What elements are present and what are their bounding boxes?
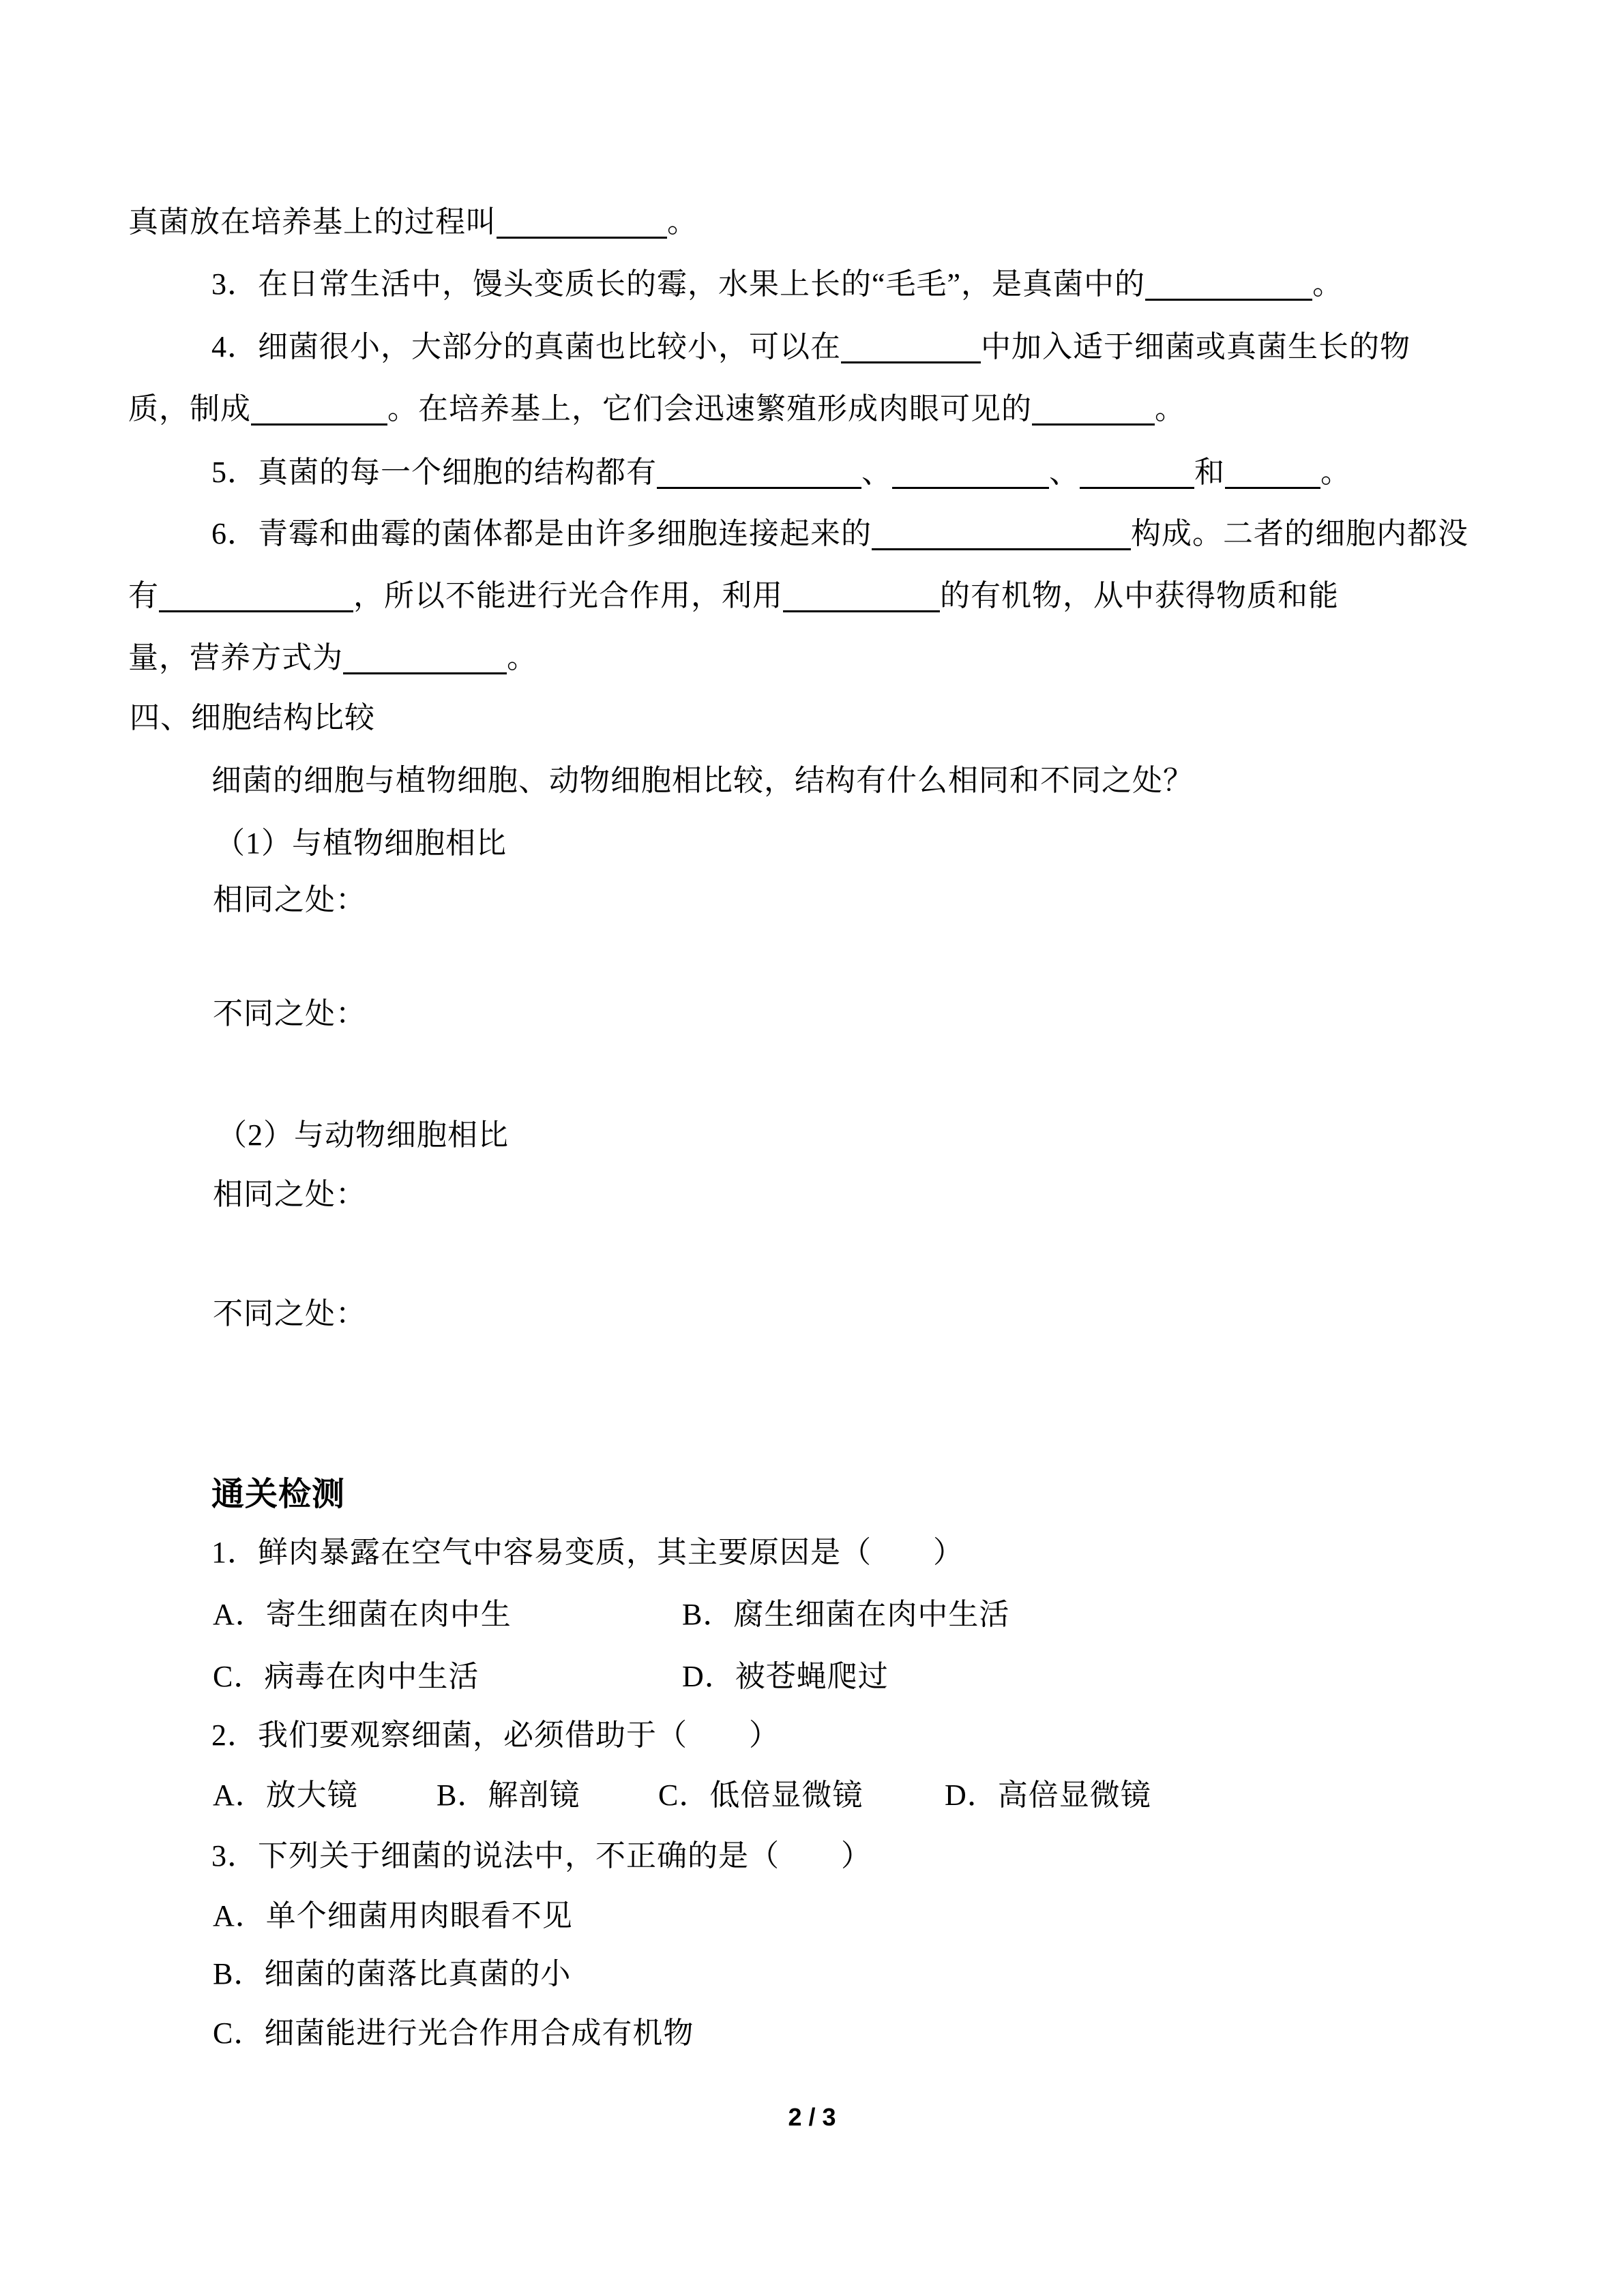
text-segment: A．放大镜	[213, 1778, 358, 1812]
q2-continuation-line	[128, 192, 698, 253]
sub-2-animal-cells	[217, 1105, 509, 1166]
test-q3-option-a	[213, 1885, 573, 1947]
text-segment: 相同之处：	[213, 883, 366, 916]
text-segment: 5．真菌的每一个细胞的结构都有	[211, 456, 657, 489]
q6-line-1	[211, 503, 1468, 565]
text-segment: A．寄生细菌在肉中生	[213, 1598, 512, 1631]
fill-in-blank	[1145, 265, 1312, 301]
text-segment: A．单个细菌用肉眼看不见	[213, 1899, 573, 1933]
text-segment: D．高倍显微镜	[945, 1778, 1151, 1812]
text-segment: 2．我们要观察细菌，必须借助于（ ）	[211, 1718, 780, 1752]
text-segment: 真菌放在培养基上的过程叫	[128, 205, 497, 239]
test-q3	[211, 1825, 872, 1887]
diff-points-2	[213, 1283, 366, 1345]
fill-in-blank	[1225, 453, 1320, 489]
text-segment: 6．青霉和曲霉的菌体都是由许多细胞连接起来的	[211, 517, 872, 550]
text-segment: B．细菌的菌落比真菌的小	[213, 1957, 572, 1991]
fill-in-blank	[657, 453, 861, 489]
text-segment: C．病毒在肉中生活	[213, 1660, 479, 1693]
fill-in-blank	[1080, 453, 1194, 489]
text-segment: 中加入适于细菌或真菌生长的物	[981, 330, 1411, 363]
text-segment: 。	[1320, 456, 1351, 489]
q6-line-2	[128, 565, 1339, 627]
test-q1	[211, 1522, 964, 1583]
test-q3-option-c	[213, 2003, 694, 2064]
text-segment: 。	[1312, 267, 1344, 301]
text-segment: D．被苍蝇爬过	[682, 1660, 889, 1693]
text-segment: 和	[1194, 456, 1225, 489]
fill-in-blank	[892, 453, 1049, 489]
test-q2	[211, 1705, 780, 1766]
text-segment: 3．在日常生活中，馒头变质长的霉，水果上长的“毛毛”，是真菌中的	[211, 267, 1146, 301]
text-segment: 4．细菌很小，大部分的真菌也比较小，可以在	[211, 330, 841, 363]
text-segment: C．细菌能进行光合作用合成有机物	[213, 2016, 694, 2050]
text-segment: 。	[667, 205, 698, 239]
same-points-1	[213, 869, 366, 931]
text-segment: B．解剖镜	[437, 1778, 580, 1812]
text-segment: 四、细胞结构比较	[130, 701, 375, 734]
text-segment: 1．鲜肉暴露在空气中容易变质，其主要原因是（ ）	[211, 1536, 964, 1569]
text-segment: C．低倍显微镜	[658, 1778, 863, 1812]
fill-in-blank	[497, 203, 667, 239]
text-segment: 有	[128, 579, 159, 612]
fill-in-blank	[783, 576, 940, 612]
text-segment: 相同之处：	[213, 1178, 366, 1211]
sub-1-plant-cells	[215, 813, 507, 874]
test-q2-options	[213, 1765, 1151, 1826]
fill-in-blank	[159, 576, 353, 612]
text-segment: ，所以不能进行光合作用，利用	[353, 579, 783, 612]
fill-in-blank	[1032, 389, 1155, 426]
q5-line	[211, 442, 1351, 503]
text-segment: 通关检测	[211, 1476, 346, 1512]
fill-in-blank	[343, 638, 507, 674]
text-segment: 构成。二者的细胞内都没	[1131, 517, 1468, 550]
text-segment: 、	[861, 456, 892, 489]
fill-in-blank	[841, 327, 981, 363]
text-segment: （2）与动物细胞相比	[217, 1118, 509, 1152]
section-4-heading	[130, 687, 375, 749]
text-segment: 、	[1049, 456, 1080, 489]
test-q3-option-b	[213, 1943, 571, 2005]
diff-points-1	[213, 983, 366, 1045]
text-segment: B．腐生细菌在肉中生活	[682, 1598, 1010, 1631]
text-segment: 。	[507, 641, 537, 674]
text-segment: 量，营养方式为	[128, 641, 343, 674]
text-segment: 。	[1155, 392, 1185, 426]
text-segment: （1）与植物细胞相比	[215, 826, 507, 860]
text-segment: 不同之处：	[213, 997, 366, 1030]
pass-check-heading	[211, 1464, 345, 1525]
q6-line-3	[128, 627, 537, 689]
q4-line-1	[211, 316, 1411, 378]
text-segment: 。在培养基上，它们会迅速繁殖形成肉眼可见的	[387, 392, 1032, 426]
page-number-footer: 2 / 3	[788, 2103, 836, 2131]
test-q1-options-ab	[213, 1584, 1009, 1645]
text-segment: 不同之处：	[213, 1297, 366, 1330]
section-4-question	[211, 750, 1194, 811]
q3-line	[211, 254, 1343, 315]
text-segment: 质，制成	[128, 392, 251, 426]
q4-line-2	[128, 378, 1185, 440]
test-q1-options-cd	[213, 1646, 889, 1708]
fill-in-blank	[251, 389, 387, 426]
same-points-2	[213, 1164, 366, 1225]
fill-in-blank	[872, 514, 1131, 550]
text-segment: 的有机物，从中获得物质和能	[940, 579, 1339, 612]
text-segment: 细菌的细胞与植物细胞、动物细胞相比较，结构有什么相同和不同之处？	[211, 764, 1194, 797]
text-segment: 3．下列关于细菌的说法中，不正确的是（ ）	[211, 1839, 872, 1873]
